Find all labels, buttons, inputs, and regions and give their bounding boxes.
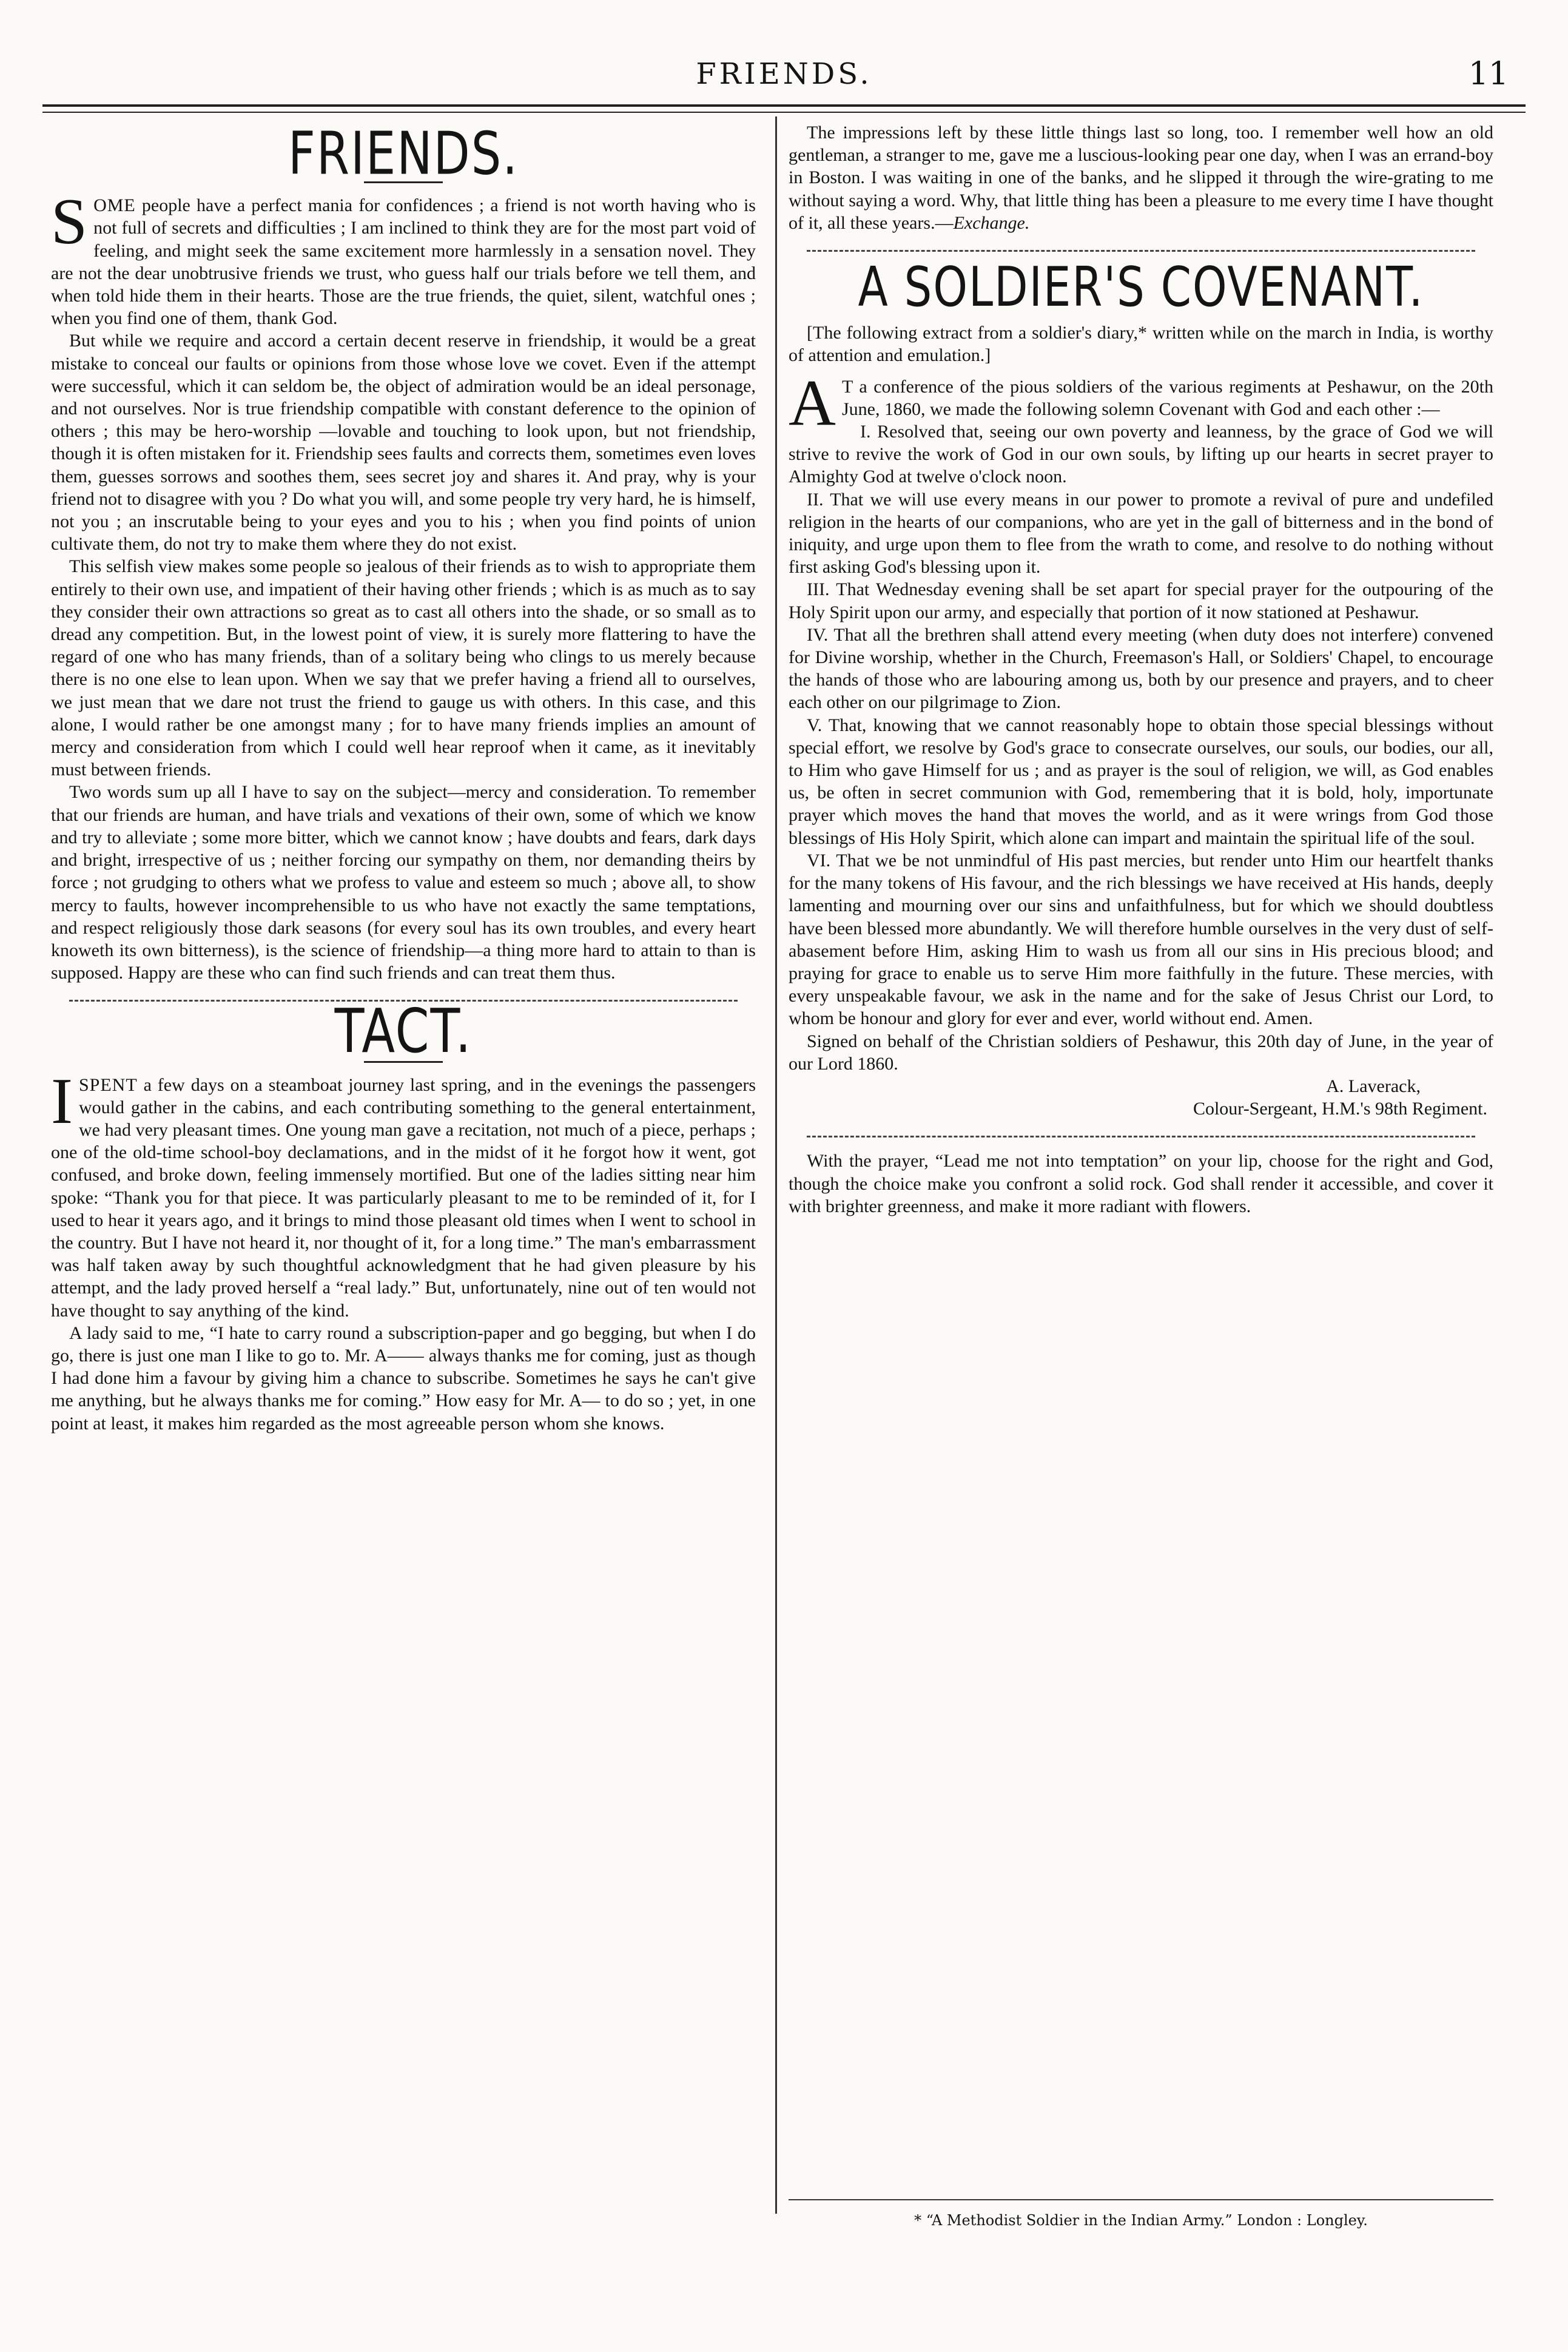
signer-title: Colour-Sergeant, H.M.'s 98th Regiment. <box>1193 1099 1487 1119</box>
header-rule-thin <box>42 112 1526 113</box>
closing-paragraph: With the prayer, “Lead me not into temptation” on your lip, choose for the right and God, though the choice make you confront a solid rock. God shall render it accessible, and cover it with brighter greenness, and make it more radiant with flowers. <box>789 1151 1493 1216</box>
article-title-friends: FRIENDS. <box>288 121 519 189</box>
resolution: I. Resolved that, seeing our own poverty and leanness, by the grace of God we will strive to revive the work of God in our own souls, by lifting up our hearts in secret prayer to Almighty God at twelve o'clock noon. <box>789 422 1493 487</box>
drop-cap: A <box>789 366 836 439</box>
running-title: FRIENDS. <box>696 57 872 91</box>
source-credit: Exchange. <box>953 212 1030 233</box>
article-friends <box>51 121 756 984</box>
signer-name: A. Laverack, <box>1326 1076 1421 1096</box>
paragraph <box>789 366 1493 439</box>
lead-in: SPENT <box>78 1074 138 1095</box>
article-title-covenant: A SOLDIER'S COVENANT. <box>858 255 1424 319</box>
paragraph-text: people have a perfect mania for confidences ; a friend is not worth having who is not full of secrets and difficulties ; I am inclined to think they are for the most part void of feeling, and might seek the same excitement more harmlessly in a sensation novel. They are not the dear unobtrusive friends we trust, who guess half our trials before we tell them, and when told hide them in their hearts. Those are the true friends, the quiet, silent, watchful ones ; when you find one of them, thank God. <box>51 195 756 329</box>
article-title-tact: TACT. <box>334 996 473 1066</box>
resolution: III. That Wednesday evening shall be set apart for special prayer for the outpouring of the Holy Spirit upon our army, and especially that portion of it now stationed at Peshawur. <box>789 579 1493 622</box>
paragraph <box>51 186 756 329</box>
paragraph-text: a few days on a steamboat journey last spring, and in the evenings the passengers would gather in the cabins, and each contributing something to the general entertainment, we had very pleasant times. One young man gave a recitation, not much of a piece, perhaps ; one of the old-time school-boy declamations, and in the midst of it he forgot how it went, got confused, and broke down, feeling immensely mortified. But one of the ladies sitting near him spoke: “Thank you for that piece. It was particularly pleasant to me to be reminded of it, for I used to hear it years ago, and it brings to mind those pleasant old times when I went to school in the country. But I have not heard it, nor thought of it, for a long time.” The man's embarrassment was half taken away by such thoughtful acknowledgment that he had given pleasure by his attempt, and the lady proved herself a “real lady.” But, unfortunately, nine out of ten would not have thought to say anything of the kind. <box>51 1074 756 1321</box>
article-tact <box>51 996 756 1434</box>
running-head <box>42 53 1526 102</box>
signed-statement: Signed on behalf of the Christian soldiers of Peshawur, this 20th day of June, in the year of our Lord 1860. <box>789 1031 1493 1074</box>
drop-cap: S <box>51 186 88 258</box>
article-separator <box>807 250 1475 252</box>
paragraph: A lady said to me, “I hate to carry round a subscription-paper and go begging, but when I do go, there is just one man I like to go to. Mr. A—— always thanks me for coming, just as though I had done him a favour by giving him a chance to subscribe. Sometimes he says he can't give me anything, but he always thanks me for coming.” How easy for Mr. A— to do so ; yet, in one point at least, it makes him regarded as the most agreeable person whom she knows. <box>51 1323 756 1434</box>
intro-note: [The following extract from a soldier's diary,* written while on the march in India, is worthy of attention and emulation.] <box>789 323 1493 366</box>
paragraph <box>51 1065 756 1322</box>
paragraph-text: The impressions left by these little things last so long, too. I remember well how an old gentleman, a stranger to me, gave me a luscious-looking pear one day, when I was an errand-boy in Boston. I was waiting in one of the banks, and he slipped it through the wire-grating to me without saying a word. Why, that little thing has been a pleasure to me every time I have thought of it, all these years.— <box>789 123 1493 233</box>
drop-cap: I <box>51 1065 73 1137</box>
left-column <box>51 121 756 2226</box>
paragraph: Two words sum up all I have to say on the subject—mercy and consideration. To remember that our friends are human, and have trials and vexations of their own, some of which we know and try to alleviate ; some more bitter, which we cannot know ; have doubts and fears, dark days and bright, irrespective of us ; neither forcing our sympathy on them, nor demanding theirs by force ; not grudging to others what we profess to value and esteem so much ; above all, to show mercy to faults, however incomprehensible to us who have not exactly the same temptations, and respect religiously those dark seasons (for every soul has its own troubles, and every heart knoweth its own bitterness), is the science of friendship—a thing more hard to attain to than is supposed. Happy are these who can find such friends and can treat them thus. <box>51 782 756 983</box>
resolution: II. That we will use every means in our power to promote a revival of pure and undefiled religion in the hearts of our companions, who are yet in the gall of bitterness and in the bond of iniquity, and urge upon them to flee from the wrath to come, and resolve to do nothing without first asking God's blessing upon it. <box>789 489 1493 578</box>
resolution: V. That, knowing that we cannot reasonably hope to obtain those special blessings without special effort, we resolve by God's grace to consecrate ourselves, our souls, our bodies, our all, to Him who gave Himself for us ; and as prayer is the soul of religion, we will, as God enables us, be often in secret communion with God, remembering that it is bold, holy, importunate prayer which moves the hand that moves the world, and as it were wrings from God those blessings of His Holy Spirit, which alone can impart and maintain the spiritual life of the soul. <box>789 715 1493 848</box>
article-soldiers-covenant <box>789 255 1493 1120</box>
header-rule-thick <box>42 104 1526 107</box>
resolution: IV. That all the brethren shall attend every meeting (when duty does not interfere) convened for Divine worship, whether in the Church, Freemason's Hall, or Soldiers' Chapel, to encourage the hands of those who are labouring among us, both by our presence and prayers, and to cheer each other on our pilgrimage to Zion. <box>789 624 1493 713</box>
article-separator <box>807 1136 1475 1137</box>
footnote: * “A Methodist Soldier in the Indian Army.” London : Longley. <box>914 2212 1368 2229</box>
paragraph: But while we require and accord a certain decent reserve in friendship, it would be a great mistake to conceal our faults or opinions from those whose love we covet. Even if the attempt were successful, which it can seldom be, the object of admiration would be an ideal personage, and not ourselves. Nor is true friendship compatible with constant deference to the opinion of others ; this may be hero-worship —lovable and touching to look upon, but not friendship, though it is often mistaken for it. Friendship sees faults and corrects them, sometimes even loves them, guesses sorrows and soothes them, sees secret joy and shares it. And pray, why is your friend not to disagree with you ? Do what you will, and some people try very hard, he is himself, not you ; an inscrutable being to your eyes and you to his ; when you find points of union cultivate them, do not try to make them where they do not exist. <box>51 331 756 554</box>
column-divider <box>775 116 777 2214</box>
footnote-block <box>789 2208 1493 2229</box>
right-column <box>789 121 1493 2226</box>
paragraph: This selfish view makes some people so jealous of their friends as to wish to appropriate them entirely to their own use, and impatient of their having other friends ; which is as much as to say they consider their own attractions so great as to cast all others into the shade, or so small as to dread any competition. But, in the lowest point of view, it is surely more flattering to have the regard of one who has many friends, than of a solitary being who clings to us merely because there is no one else to lean upon. When we say that we prefer having a friend all to ourselves, we just mean that we dare not trust the friend to gauge us with others. In this case, and this alone, I would rather be one amongst many ; for to have many friends implies an amount of mercy and consideration from which I could well hear reproof when it came, as it inevitably must between friends. <box>51 556 756 780</box>
page-number: 11 <box>1468 56 1509 92</box>
resolution: VI. That we be not unmindful of His past mercies, but render unto Him our heartfelt thanks for the many tokens of His favour, and the rich blessings we have received at His hands, deeply lamenting and mourning over our sins and unfaithfulness, but for which we should doubtless have been blessed more abundantly. We will therefore humble ourselves in the very dust of self-abasement before Him, asking Him to wash us from all our sins in His precious blood; and praying for grace to enable us to serve Him more faithfully in the future. These mercies, with every unspeakable favour, we ask in the name and for the sake of Jesus Christ our Lord, to whom be honour and glory for ever and ever, world without end. Amen. <box>789 850 1493 1029</box>
lead-in: OME <box>93 195 136 216</box>
footnote-rule <box>789 2199 1493 2200</box>
paragraph-text: T a conference of the pious soldiers of the various regiments at Peshawur, on the 20th June, 1860, we made the following solemn Covenant with God and each other :— <box>842 376 1493 419</box>
paragraph <box>789 121 1493 234</box>
